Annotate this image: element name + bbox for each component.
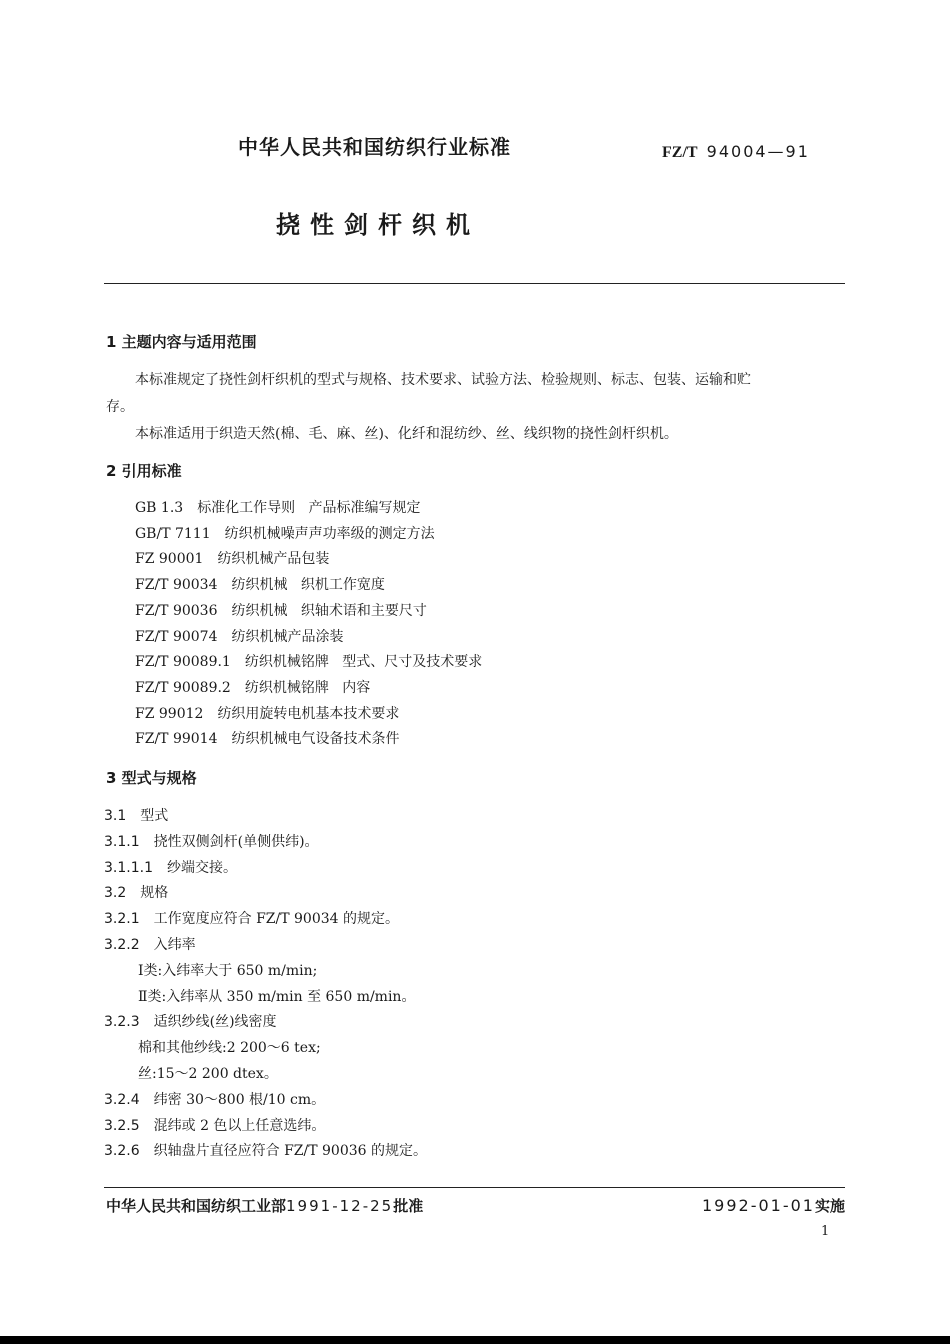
reference-item [135, 728, 399, 748]
approval-label: 批准 [393, 1197, 424, 1215]
clause-text: 挠性双侧剑杆(单侧供纬)。 [153, 833, 319, 850]
reference-title: 纺织机械产品涂装 [231, 628, 344, 645]
clause-item [104, 831, 319, 851]
clause-text: Ⅰ类:入纬率大于 650 m/min; [138, 962, 318, 979]
clause-subline [138, 960, 317, 980]
reference-title: 标准化工作导则 产品标准编写规定 [197, 500, 421, 516]
reference-code: FZ/T 90036 [135, 602, 218, 619]
clause-item [104, 1011, 277, 1031]
effective-label: 实施 [814, 1197, 845, 1215]
reference-item [135, 497, 421, 517]
reference-code: FZ/T 90034 [135, 577, 218, 594]
clause-text: Ⅱ类:入纬率从 350 m/min 至 650 m/min。 [138, 988, 416, 1005]
reference-code: GB 1.3 [135, 500, 184, 516]
clause-item [104, 1089, 325, 1109]
reference-title: 纺织机械产品包装 [217, 551, 330, 568]
clause-item [104, 1140, 427, 1160]
reference-item [135, 677, 370, 697]
reference-item [135, 548, 329, 568]
reference-title: 纺织用旋转电机基本技术要求 [217, 705, 400, 722]
standard-number: 94004—91 [706, 142, 810, 161]
clause-number: 3.2.2 [104, 937, 140, 953]
clause-number: 3.1 [104, 808, 127, 824]
reference-title: 纺织机械噪声声功率级的测定方法 [224, 525, 435, 542]
clause-text: 纬密 30～800 根/10 cm。 [153, 1091, 326, 1108]
reference-code: FZ 90001 [135, 551, 204, 568]
clause-text: 规格 [140, 885, 169, 902]
section-2-heading: 2 引用标准 [106, 462, 182, 480]
reference-item [135, 574, 385, 594]
effective-date: 1992-01-01 [702, 1196, 815, 1215]
clause-number: 3.1.1 [104, 833, 140, 850]
standard-prefix: FZ/T [662, 144, 698, 161]
clause-text: 混纬或 2 色以上任意选纬。 [153, 1117, 326, 1134]
reference-item [135, 523, 435, 543]
approval-org: 中华人民共和国纺织工业部 [106, 1197, 287, 1215]
clause-item [104, 934, 196, 954]
effective-line [702, 1195, 845, 1216]
clause-subline [138, 1063, 278, 1083]
clause-text: 工作宽度应符合 FZ/T 90034 的规定。 [153, 911, 400, 928]
clause-number: 3.2 [104, 885, 127, 902]
clause-number: 3.2.5 [104, 1117, 140, 1134]
document-title: 挠性剑杆织机 [276, 211, 480, 239]
reference-code: FZ/T 90089.1 [135, 654, 231, 671]
footer-divider [104, 1187, 845, 1188]
clause-number: 3.2.3 [104, 1014, 140, 1031]
page-number: 1 [821, 1224, 830, 1239]
reference-title: 纺织机械电气设备技术条件 [231, 731, 400, 748]
clause-text: 织轴盘片直径应符合 FZ/T 90036 的规定。 [153, 1143, 428, 1160]
reference-item [135, 626, 343, 646]
approval-date: 1991-12-25 [286, 1197, 394, 1215]
clause-text: 入纬率 [153, 937, 196, 953]
reference-title: 纺织机械 织轴术语和主要尺寸 [231, 602, 427, 619]
reference-code: FZ 99012 [135, 705, 204, 722]
clause-item [104, 857, 237, 877]
clause-text: 纱端交接。 [166, 859, 237, 876]
clause-number: 3.2.6 [104, 1143, 140, 1160]
section-1-paragraph-1-line-1: 本标准规定了挠性剑杆织机的型式与规格、技术要求、试验方法、检验规则、标志、包装、运输和贮 [135, 372, 751, 388]
reference-code: GB/T 7111 [135, 525, 211, 542]
section-1-heading: 1 主题内容与适用范围 [106, 333, 257, 351]
approval-line [106, 1195, 423, 1216]
clause-text: 型式 [140, 808, 169, 824]
clause-text: 丝:15～2 200 dtex。 [138, 1066, 278, 1082]
clause-text: 适织纱线(丝)线密度 [153, 1014, 277, 1031]
clause-item [104, 1115, 325, 1135]
section-1-paragraph-1-line-2: 存。 [106, 399, 134, 415]
reference-title: 纺织机械铭牌 型式、尺寸及技术要求 [244, 654, 483, 671]
clause-subline [138, 986, 415, 1006]
reference-code: FZ/T 99014 [135, 731, 218, 748]
org-title: 中华人民共和国纺织行业标准 [238, 135, 511, 159]
title-divider [104, 283, 845, 284]
reference-title: 纺织机械铭牌 内容 [244, 679, 371, 696]
clause-number: 3.2.4 [104, 1091, 140, 1108]
reference-item [135, 651, 482, 671]
reference-code: FZ/T 90074 [135, 628, 218, 645]
reference-item [135, 703, 399, 723]
section-1-paragraph-2: 本标准适用于织造天然(棉、毛、麻、丝)、化纤和混纺纱、丝、线织物的挠性剑杆织机。 [135, 426, 678, 442]
clause-item [104, 908, 399, 928]
scan-bottom-edge [0, 1336, 950, 1344]
clause-number: 3.2.1 [104, 911, 140, 928]
reference-item [135, 600, 427, 620]
clause-item [104, 805, 168, 825]
clause-subline [138, 1037, 321, 1057]
reference-code: FZ/T 90089.2 [135, 679, 231, 696]
clause-text: 棉和其他纱线:2 200～6 tex; [138, 1040, 321, 1057]
reference-title: 纺织机械 织机工作宽度 [231, 577, 385, 594]
section-3-heading: 3 型式与规格 [106, 769, 197, 787]
standard-code [662, 142, 810, 162]
clause-number: 3.1.1.1 [104, 859, 153, 876]
clause-item [104, 882, 168, 902]
